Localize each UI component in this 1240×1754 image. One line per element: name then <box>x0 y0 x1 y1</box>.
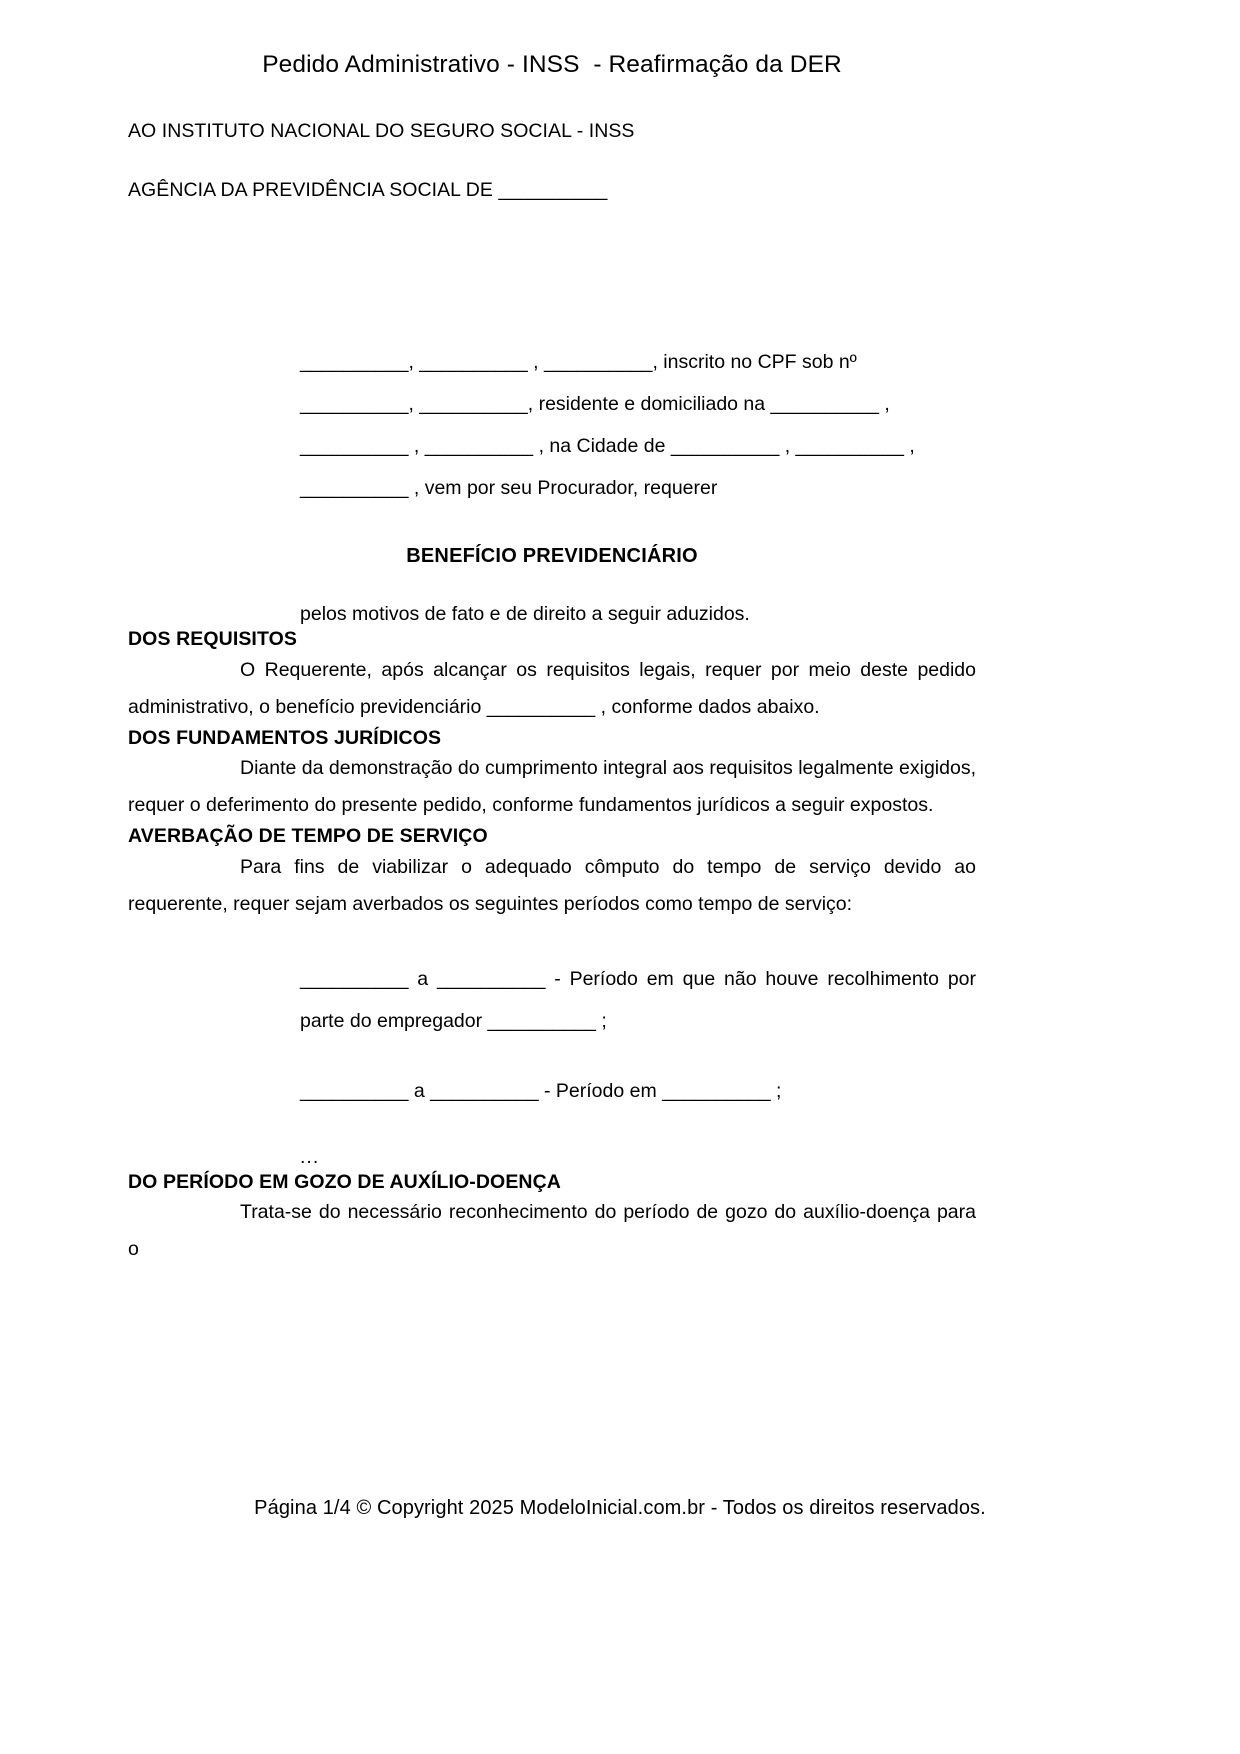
qualification-line-2: __________, __________, residente e domiciliado na __________ , <box>300 393 890 416</box>
section-paragraph-fundamentos: Diante da demonstração do cumprimento integral aos requisitos legalmente exigidos, requer o deferimento do presente pedido, conforme fundamentos jurídicos a seguir expostos. <box>128 757 976 817</box>
list-ellipsis: ... <box>300 1145 320 1168</box>
motives-line: pelos motivos de fato e de direito a seguir aduzidos. <box>300 603 750 626</box>
page-footer: Página 1/4 © Copyright 2025 ModeloInicial.com.br - Todos os direitos reservados. <box>254 1497 986 1519</box>
qualification-line-3: __________ , __________ , na Cidade de __________ , __________ , <box>300 435 915 458</box>
qualification-block <box>300 341 976 509</box>
section-paragraph-auxilio-doenca: Trata-se do necessário reconhecimento do período de gozo do auxílio-doença para o <box>128 1201 976 1261</box>
section-heading-averbacao: AVERBAÇÃO DE TEMPO DE SERVIÇO <box>128 825 488 848</box>
document-content <box>128 0 976 1268</box>
benefit-heading: BENEFÍCIO PREVIDENCIÁRIO <box>406 545 698 568</box>
list-item: __________ a __________ - Período em __________ ; <box>300 1079 782 1102</box>
section-paragraph-requisitos: O Requerente, após alcançar os requisitos legais, requer por meio deste pedido administrativo, o benefício previdenciário __________ , conforme dados abaixo. <box>128 658 976 718</box>
qualification-line-1: __________, __________ , __________, inscrito no CPF sob nº <box>300 351 857 374</box>
period-list <box>300 958 976 1112</box>
page-title: Pedido Administrativo - INSS - Reafirmação da DER <box>262 51 842 78</box>
agency-line: AGÊNCIA DA PREVIDÊNCIA SOCIAL DE __________ <box>128 178 608 201</box>
qualification-line-4: __________ , vem por seu Procurador, requerer <box>300 477 718 500</box>
section-heading-auxilio-doenca: DO PERÍODO EM GOZO DE AUXÍLIO-DOENÇA <box>128 1170 561 1193</box>
section-heading-requisitos: DOS REQUISITOS <box>128 628 297 651</box>
addressee-line: AO INSTITUTO NACIONAL DO SEGURO SOCIAL - INSS <box>128 120 635 143</box>
section-heading-fundamentos: DOS FUNDAMENTOS JURÍDICOS <box>128 726 442 749</box>
list-item: __________ a __________ - Período em que não houve recolhimento por parte do empregador __________ ; <box>300 967 976 1032</box>
section-paragraph-averbacao: Para fins de viabilizar o adequado cômputo do tempo de serviço devido ao requerente, requer sejam averbados os seguintes períodos como tempo de serviço: <box>128 855 976 915</box>
